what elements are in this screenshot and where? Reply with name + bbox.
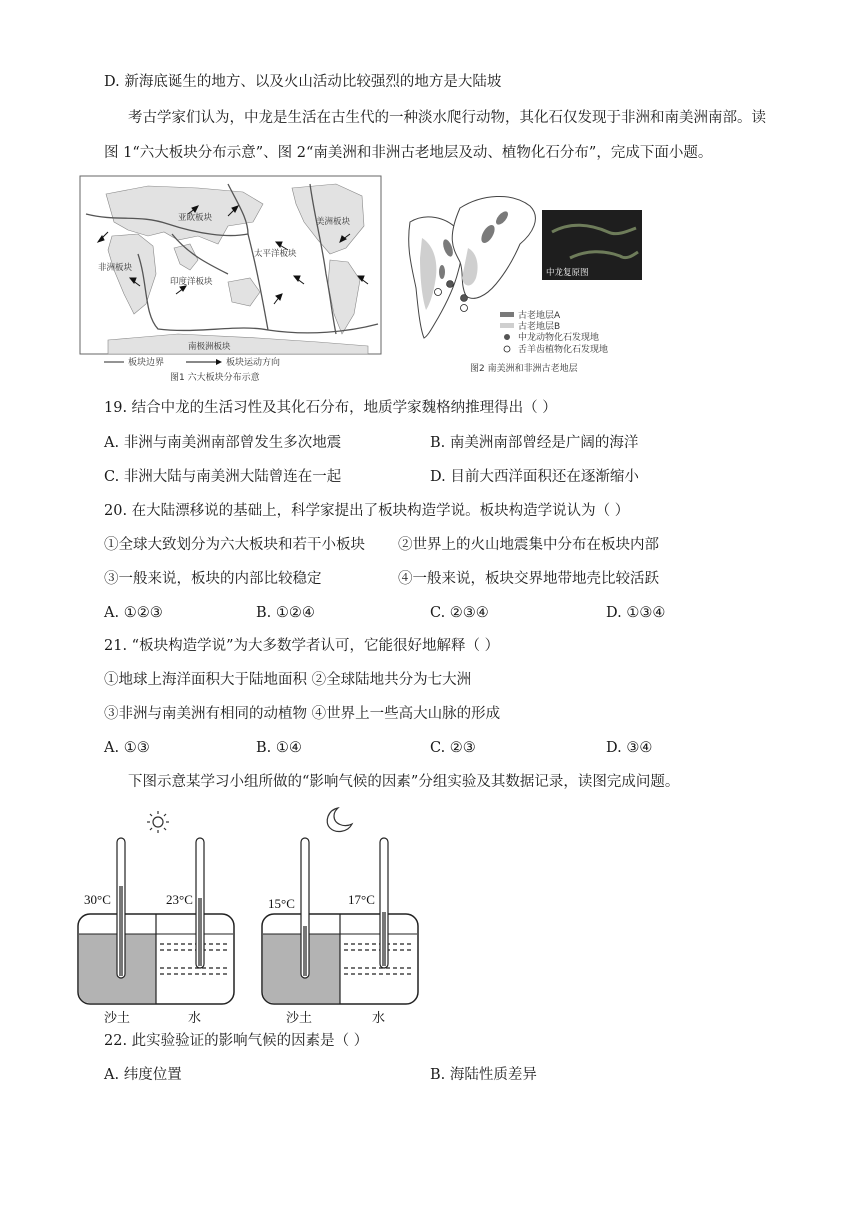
- night-sand-temp: 15°C: [268, 896, 295, 911]
- mesosaurus-fossil-site: [461, 295, 468, 302]
- sa-old-layer-a-2: [439, 265, 445, 279]
- q20-statement-2: ②世界上的火山地震集中分布在板块内部: [398, 537, 659, 553]
- q20-option-a: A. ①②③: [104, 605, 163, 621]
- q19-option-a: A. 非洲与南美洲南部曾发生多次地震: [104, 435, 342, 451]
- legend-layer-a: 古老地层A: [518, 311, 561, 321]
- q19-stem: 19. 结合中龙的生活习性及其化石分布，地质学家魏格纳推理得出（ ）: [104, 400, 557, 416]
- figure1-caption: 图1 六大板块分布示意: [170, 373, 260, 383]
- day-water-temp: 23°C: [166, 892, 193, 907]
- q20-option-c: C. ②③④: [430, 605, 489, 621]
- day-water-label: 水: [188, 1010, 202, 1025]
- glossopteris-fossil-site: [435, 289, 442, 296]
- day-sand-temp: 30°C: [84, 892, 111, 907]
- q20-statement-3: ③一般来说，板块的内部比较稳定: [104, 571, 322, 587]
- night-water-mercury: [382, 912, 386, 966]
- day-sand-mercury: [119, 886, 123, 976]
- plate-label-eurasian: 亚欧板块: [178, 213, 213, 223]
- plate-label-indian: 印度洋板块: [170, 277, 213, 287]
- q19-option-b: B. 南美洲南部曾经是广阔的海洋: [430, 435, 639, 451]
- night-setup: [262, 838, 418, 1025]
- q21-option-d: D. ③④: [606, 740, 653, 756]
- night-water-temp: 17°C: [348, 892, 375, 907]
- q20-option-d: D. ①③④: [606, 605, 666, 621]
- photo-label: 中龙复原图: [546, 268, 589, 278]
- intro2-line: 下图示意某学习小组所做的“影响气候的因素”分组实验及其数据记录，读图完成问题。: [128, 774, 680, 790]
- q20-statement-1: ①全球大致划分为六大板块和若干小板块: [104, 537, 365, 553]
- q20-option-b: B. ①②④: [256, 605, 315, 621]
- fossil-distribution-figure: [402, 188, 644, 378]
- legend-layer-b-swatch: [500, 323, 514, 328]
- legend-glossopteris: 舌羊齿植物化石发现地: [518, 345, 609, 355]
- legend-layer-a-swatch: [500, 312, 514, 317]
- night-sand-label: 沙土: [286, 1010, 313, 1025]
- q21-option-b: B. ①④: [256, 740, 302, 756]
- intro-line-2: 图 1“六大板块分布示意”、图 2“南美洲和非洲古老地层及动、植物化石分布”，完成下面小题。: [104, 145, 713, 161]
- day-water-mercury: [198, 898, 202, 966]
- sun-icon: [147, 811, 169, 833]
- glossopteris-fossil-site: [461, 305, 468, 312]
- experiment-figure: [74, 806, 438, 1030]
- q18-option-d: D. 新海底诞生的地方、以及火山活动比较强烈的地方是大陆坡: [104, 74, 502, 90]
- plate-map-figure: [78, 174, 384, 388]
- figure2-caption: 图2 南美洲和非洲古老地层: [470, 364, 578, 374]
- plate-label-african: 非洲板块: [98, 263, 133, 273]
- q20-stem: 20. 在大陆漂移说的基础上，科学家提出了板块构造学说。板块构造学说认为（ ）: [104, 503, 630, 519]
- day-sand-label: 沙土: [104, 1010, 131, 1025]
- q21-stem: 21. “板块构造学说”为大多数学者认可，它能很好地解释（ ）: [104, 638, 500, 654]
- plate-label-pacific: 太平洋板块: [254, 249, 297, 259]
- day-setup: [78, 838, 234, 1025]
- intro-line-1: 考古学家们认为，中龙是生活在古生代的一种淡水爬行动物，其化石仅发现于非洲和南美洲南部。读: [128, 110, 766, 126]
- legend-layer-b: 古老地层B: [518, 322, 561, 332]
- plate-label-american: 美洲板块: [316, 217, 351, 227]
- q21-option-c: C. ②③: [430, 740, 476, 756]
- legend-arrow-head-icon: [216, 359, 222, 365]
- q21-option-a: A. ①③: [104, 740, 150, 756]
- mesosaurus-fossil-site: [447, 281, 454, 288]
- q19-option-d: D. 目前大西洋面积还在逐渐缩小: [430, 469, 639, 485]
- q21-statements-3-4: ③非洲与南美洲有相同的动植物 ④世界上一些高大山脉的形成: [104, 706, 501, 722]
- q22-option-b: B. 海陆性质差异: [430, 1067, 537, 1083]
- q22-stem: 22. 此实验验证的影响气候的因素是（ ）: [104, 1033, 369, 1049]
- legend-mesosaurus-icon: [504, 334, 510, 340]
- q19-option-c: C. 非洲大陆与南美洲大陆曾连在一起: [104, 469, 342, 485]
- q21-statements-1-2: ①地球上海洋面积大于陆地面积 ②全球陆地共分为七大洲: [104, 672, 472, 688]
- legend-glossopteris-icon: [504, 346, 510, 352]
- legend-motion-label: 板块运动方向: [226, 358, 281, 368]
- night-sand-mercury: [303, 926, 307, 976]
- plate-label-antarctic: 南极洲板块: [188, 342, 231, 352]
- legend-mesosaurus: 中龙动物化石发现地: [518, 333, 600, 343]
- moon-icon: [327, 808, 352, 831]
- legend-boundary-label: 板块边界: [128, 358, 165, 368]
- q20-statement-4: ④一般来说，板块交界地带地壳比较活跃: [398, 571, 659, 587]
- q22-option-a: A. 纬度位置: [104, 1067, 182, 1083]
- night-water-label: 水: [372, 1010, 386, 1025]
